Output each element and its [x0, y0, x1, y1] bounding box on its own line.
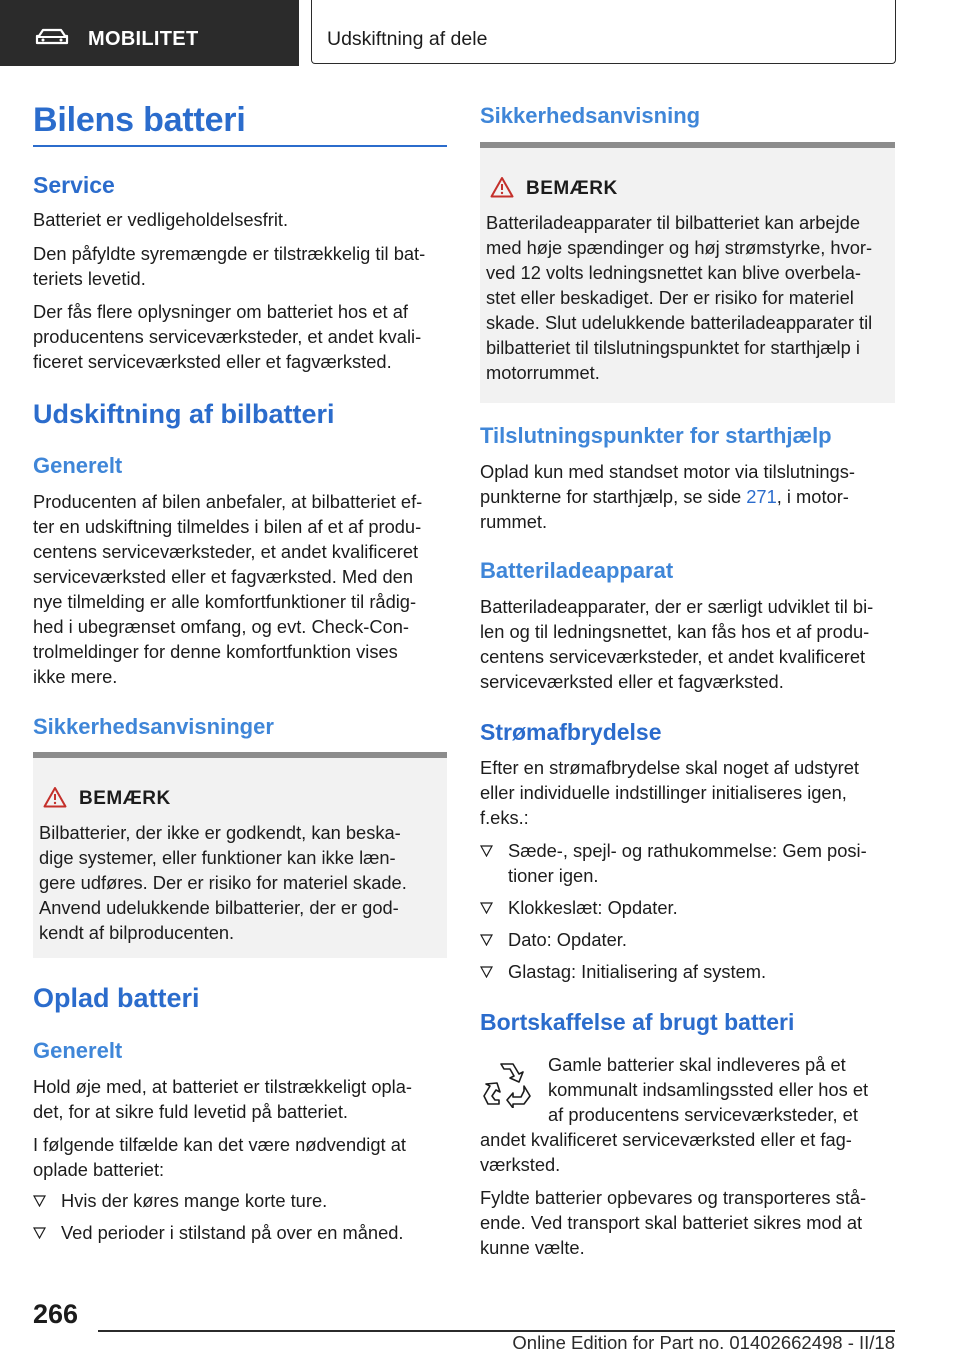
charge-paragraph: I følgende tilfælde kan det være nødvendigt at [33, 1134, 406, 1155]
text-line: Batteriladeapparater, der er særligt udviklet til bi‐ [480, 596, 874, 617]
list-item [480, 838, 895, 888]
page-reference-link[interactable]: 271 [746, 486, 777, 507]
note-label: BEMÆRK [526, 178, 618, 199]
bullet-triangle-icon [480, 934, 493, 946]
title-rule [33, 145, 447, 147]
text-line: centens serviceværksteder, et andet kvalificeret [33, 541, 419, 562]
service-paragraph: producentens serviceværksteder, et andet kvali‐ [33, 326, 422, 347]
list-item [480, 895, 895, 920]
text-line: centens serviceværksteder, et andet kvalificeret [480, 646, 866, 667]
chapter-tab [311, 0, 896, 64]
text-line: Efter en strømafbrydelse skal noget af udstyret [480, 757, 859, 778]
text-line: af producentens serviceværksteder, et [548, 1104, 858, 1125]
section-title: MOBILITET [88, 28, 199, 50]
text-line: nye tilmelding er alle komfortfunktioner til rådig‐ [33, 591, 417, 612]
disposal-paragraph [480, 1127, 852, 1177]
text-span: punkterne for starthjælp, se side [480, 486, 747, 507]
power-heading: Strømafbrydelse [480, 719, 662, 745]
list-item [33, 1188, 447, 1213]
warning-triangle-icon [43, 786, 67, 808]
text-line: kendt af bilproducenten. [39, 922, 235, 943]
footer-edition: Online Edition for Part no. 01402662498 - II/18 [512, 1332, 895, 1353]
list-item-text: Glastag: Initialisering af system. [508, 961, 767, 982]
text-line: tioner igen. [508, 865, 599, 886]
text-line: andet kvalificeret serviceværksted eller et fag‐ [480, 1129, 852, 1150]
list-item [480, 927, 895, 952]
list-item-text: Klokkeslæt: Opdater. [508, 897, 678, 918]
text-line: Gamle batterier skal indleveres på et [548, 1054, 846, 1075]
charger-heading: Batteriladeapparat [480, 558, 674, 583]
list-item-text: Hvis der køres mange korte ture. [61, 1190, 328, 1211]
car-icon [35, 28, 69, 46]
recycle-icon [483, 1058, 531, 1108]
service-paragraph: Den påfyldte syremængde er tilstrækkelig til bat‐ [33, 243, 426, 264]
service-heading: Service [33, 172, 115, 198]
text-line: motorrummet. [486, 362, 600, 383]
text-line: skade. Slut udelukkende batteriladeapparater til [486, 312, 873, 333]
charge-heading: Oplad batteri [33, 983, 200, 1013]
warning-note-right [480, 142, 895, 403]
warning-note [33, 752, 447, 958]
text-line: ikke mere. [33, 666, 118, 687]
list-item [33, 1220, 447, 1245]
text-line: hed i ubegrænset omfang, og evt. Check-Con‐ [33, 616, 409, 637]
text-line: trolmeldinger for denne komfortfunktion vises [33, 641, 398, 662]
chapter-title: Udskiftning af dele [327, 28, 488, 50]
text-line: ved 12 volts ledningsnettet kan blive overbela‐ [486, 262, 861, 283]
bullet-triangle-icon [480, 845, 493, 857]
text-line: bilbatteriet til tilslutningspunktet for starthjælp i [486, 337, 860, 358]
text-line: len og til ledningsnettet, kan fås hos et af produ‐ [480, 621, 870, 642]
text-line: værksted. [480, 1154, 561, 1175]
disposal-heading: Bortskaffelse af brugt batteri [480, 1009, 795, 1035]
safety-heading-right: Sikkerhedsanvisning [480, 103, 701, 128]
charge-paragraph: Hold øje med, at batteriet er tilstrækkeligt opla‐ [33, 1076, 412, 1097]
jump-start-paragraph: rummet. [480, 511, 548, 532]
list-item-text [508, 838, 895, 888]
replace-general-heading: Generelt [33, 453, 123, 478]
jump-start-paragraph [480, 484, 849, 509]
text-line: gere udføres. Der er risiko for materiel skade. [39, 872, 407, 893]
text-line: serviceværksted eller et fagværksted. Med den [33, 566, 414, 587]
page-number: 266 [33, 1299, 79, 1329]
charge-paragraph: oplade batteriet: [33, 1159, 165, 1180]
service-paragraph: Der fås flere oplysninger om batteriet hos et af [33, 301, 408, 322]
text-line: Sæde-, spejl- og rathukommelse: Gem posi‐ [508, 840, 867, 861]
disposal-paragraph [480, 1185, 866, 1260]
charge-general-heading: Generelt [33, 1038, 123, 1063]
warning-triangle-icon [490, 176, 514, 198]
text-line: Batteriladeapparater til bilbatteriet kan arbejde [486, 212, 860, 233]
service-paragraph: teriets levetid. [33, 268, 146, 289]
replace-paragraph [33, 489, 422, 689]
text-line: ter en udskiftning tilmeldes i bilen af et af produ‐ [33, 516, 422, 537]
text-line: ende. Ved transport skal batteriet sikres mod at [480, 1212, 863, 1233]
bullet-triangle-icon [33, 1227, 46, 1239]
jump-start-heading: Tilslutningspunkter for starthjælp [480, 423, 832, 448]
power-paragraph [480, 755, 859, 830]
bullet-triangle-icon [480, 966, 493, 978]
text-line: Anvend udelukkende bilbatterier, der er god‐ [39, 897, 399, 918]
service-paragraph: ficeret serviceværksted eller et fagværksted. [33, 351, 392, 372]
text-span: , i motor‐ [776, 486, 849, 507]
text-line: f.eks.: [480, 807, 529, 828]
jump-start-paragraph: Oplad kun med standset motor via tilslutnings‐ [480, 461, 855, 482]
text-line: stet eller beskadiget. Der er risiko for materiel [486, 287, 854, 308]
text-line: med høje spændinger og høj strømstyrke, hvor‐ [486, 237, 873, 258]
list-item-text: Dato: Opdater. [508, 929, 627, 950]
bullet-triangle-icon [480, 902, 493, 914]
charger-paragraph [480, 594, 873, 694]
disposal-paragraph [548, 1052, 868, 1127]
text-line: dige systemer, eller funktioner kan ikke læn‐ [39, 847, 396, 868]
text-line: kunne vælte. [480, 1237, 585, 1258]
note-body [486, 210, 883, 385]
text-line: kommunalt indsamlingssted eller hos et [548, 1079, 869, 1100]
list-item-text: Ved perioder i stilstand på over en måned. [61, 1222, 404, 1243]
page-title: Bilens batteri [33, 101, 246, 139]
service-paragraph: Batteriet er vedligeholdelsesfrit. [33, 209, 289, 230]
bullet-triangle-icon [33, 1195, 46, 1207]
note-label: BEMÆRK [79, 788, 171, 809]
text-line: serviceværksted eller et fagværksted. [480, 671, 784, 692]
text-line: Fyldte batterier opbevares og transporteres stå‐ [480, 1187, 867, 1208]
charge-paragraph: det, for at sikre fuld levetid på batteriet. [33, 1101, 349, 1122]
section-tab [0, 0, 299, 66]
text-line: Producenten af bilen anbefaler, at bilbatteriet ef‐ [33, 491, 423, 512]
text-line: Bilbatterier, der ikke er godkendt, kan beska‐ [39, 822, 401, 843]
replace-heading: Udskiftning af bilbatteri [33, 399, 335, 429]
safety-heading: Sikkerhedsanvisninger [33, 714, 274, 739]
note-body [39, 820, 435, 945]
text-line: eller individuelle indstillinger initialiseres igen, [480, 782, 847, 803]
list-item [480, 959, 895, 984]
